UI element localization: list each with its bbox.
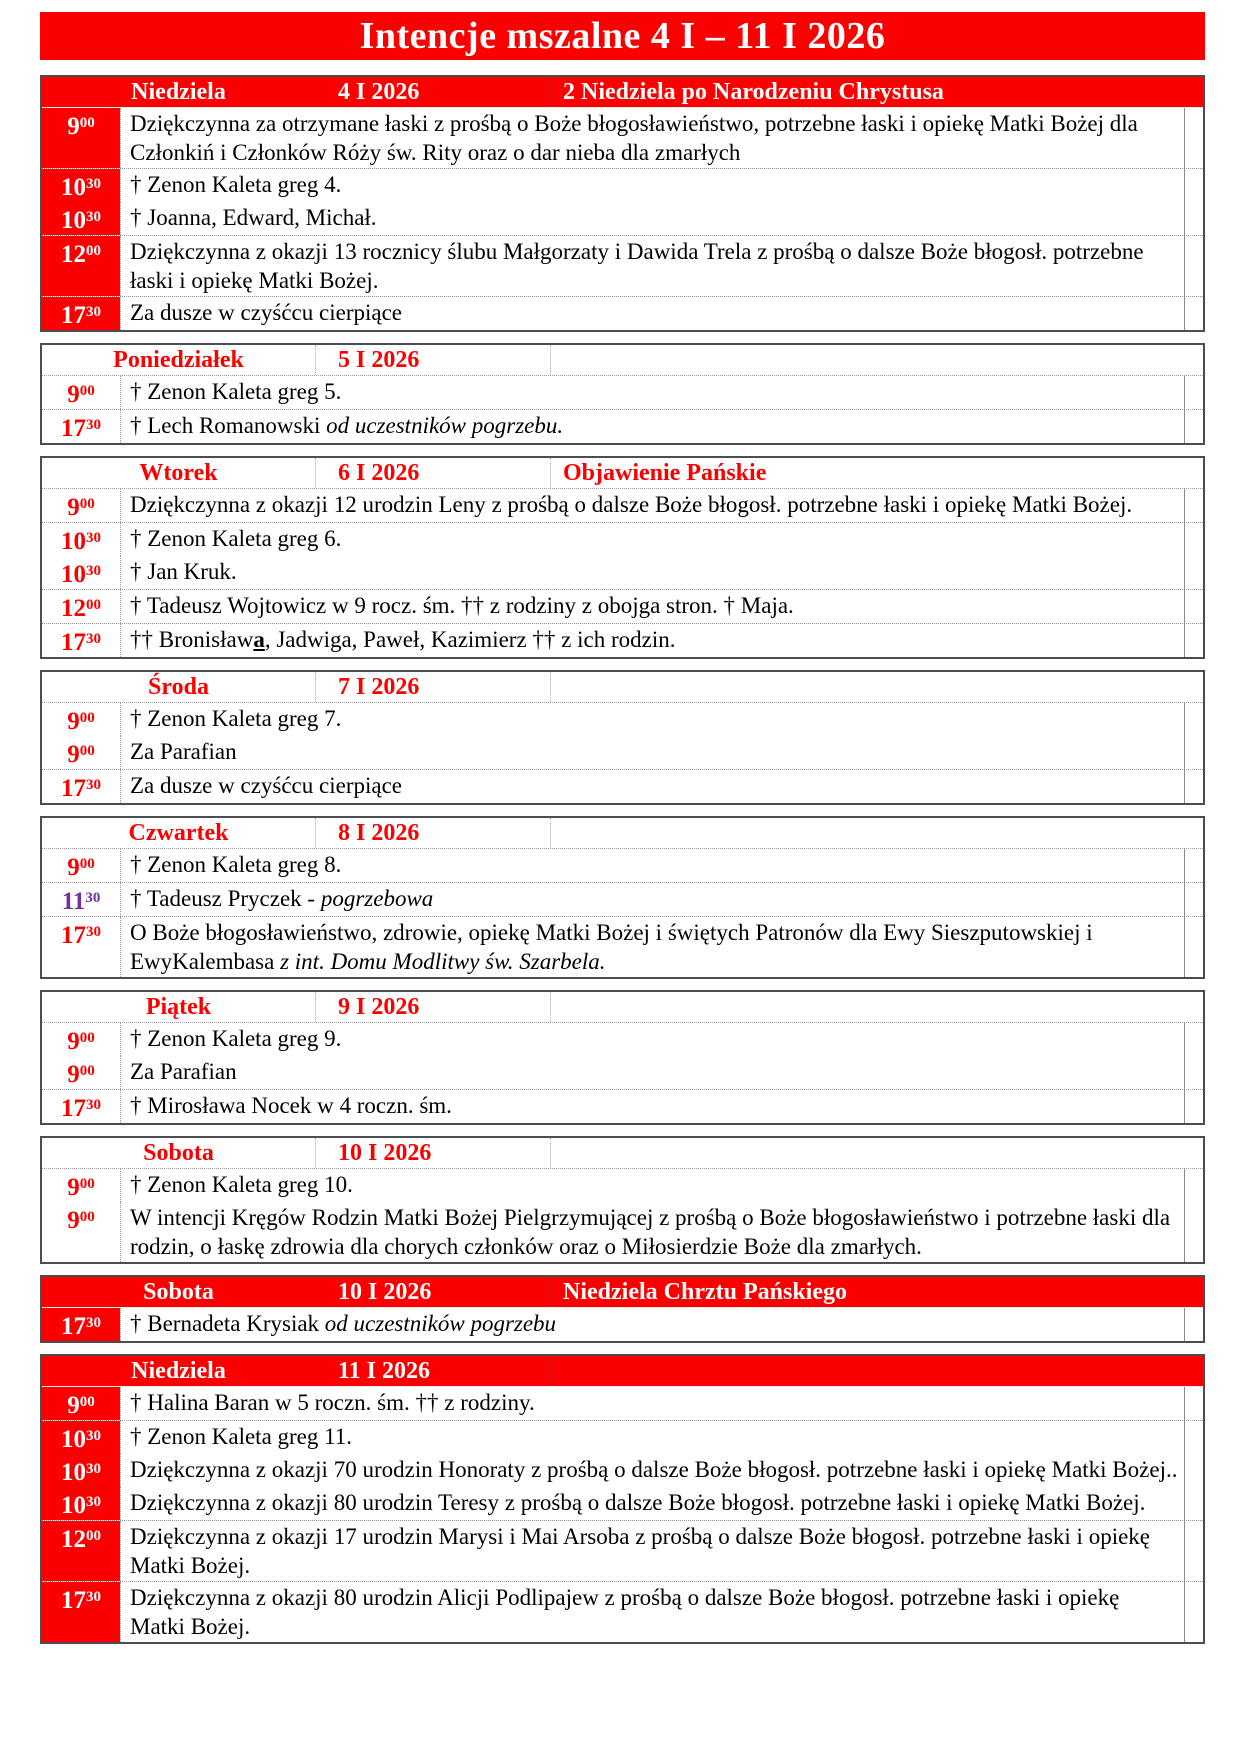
mass-row-group bbox=[42, 376, 1203, 409]
mass-row bbox=[42, 883, 1203, 916]
mass-time-hour: 17 bbox=[61, 922, 86, 949]
mass-intentions-document bbox=[40, 12, 1205, 1655]
right-gutter-cell bbox=[1184, 1454, 1203, 1487]
mass-time-minutes: 00 bbox=[79, 710, 95, 726]
mass-time bbox=[42, 1521, 120, 1581]
intention-segment: z int. Domu Modlitwy św. Szarbela. bbox=[280, 949, 606, 974]
right-gutter-cell bbox=[1184, 489, 1203, 522]
intention-segment: od uczestników pogrzebu bbox=[324, 1311, 557, 1336]
mass-intention bbox=[120, 297, 1184, 330]
header-feast-name: Niedziela Chrztu Pańskiego bbox=[563, 1279, 847, 1305]
mass-row-group bbox=[42, 623, 1203, 657]
mass-intention bbox=[120, 556, 1184, 589]
mass-row-group bbox=[42, 296, 1203, 330]
mass-row bbox=[42, 202, 1203, 235]
mass-intention bbox=[120, 624, 1184, 657]
mass-time-hour: 9 bbox=[67, 1061, 80, 1088]
mass-row-group bbox=[42, 916, 1203, 977]
mass-row-group bbox=[42, 235, 1203, 296]
mass-time-minutes: 00 bbox=[79, 1394, 95, 1410]
header-day-name: Niedziela bbox=[42, 77, 316, 107]
mass-time bbox=[42, 1090, 120, 1123]
header-feast-name bbox=[551, 1138, 1203, 1168]
right-gutter-cell bbox=[1184, 590, 1203, 623]
right-gutter-cell bbox=[1184, 1487, 1203, 1520]
mass-time bbox=[42, 590, 120, 623]
right-gutter-cell bbox=[1184, 523, 1203, 556]
right-gutter-cell bbox=[1184, 236, 1203, 296]
mass-time-minutes: 00 bbox=[79, 743, 95, 759]
mass-row bbox=[42, 703, 1203, 736]
mass-time-minutes: 30 bbox=[86, 417, 101, 433]
mass-intention bbox=[120, 1169, 1184, 1202]
mass-row bbox=[42, 297, 1203, 330]
mass-row bbox=[42, 1521, 1203, 1581]
right-gutter-cell bbox=[1184, 849, 1203, 882]
mass-time bbox=[42, 489, 120, 522]
header-day-name: Czwartek bbox=[42, 818, 316, 848]
mass-time bbox=[42, 1387, 120, 1420]
mass-row-group bbox=[42, 589, 1203, 623]
intention-segment: † Tadeusz Pryczek - bbox=[130, 886, 321, 911]
mass-time-minutes: 30 bbox=[86, 631, 101, 647]
mass-row-group bbox=[42, 882, 1203, 916]
right-gutter-cell bbox=[1184, 1169, 1203, 1202]
header-feast-name bbox=[551, 818, 1203, 848]
mass-row bbox=[42, 1169, 1203, 1202]
mass-time-minutes: 00 bbox=[79, 856, 95, 872]
right-gutter-cell bbox=[1184, 1521, 1203, 1581]
mass-intention bbox=[120, 736, 1184, 769]
mass-time-minutes: 30 bbox=[86, 1461, 101, 1477]
mass-intention bbox=[120, 202, 1184, 235]
mass-time-hour: 10 bbox=[61, 528, 86, 555]
mass-time-minutes: 30 bbox=[86, 777, 101, 793]
section-header bbox=[42, 1277, 1203, 1308]
section-header bbox=[42, 1138, 1203, 1169]
header-feast-name bbox=[551, 1356, 1203, 1386]
mass-time-hour: 9 bbox=[67, 1392, 80, 1419]
right-gutter-cell bbox=[1184, 169, 1203, 202]
mass-intention bbox=[120, 108, 1184, 168]
section-header bbox=[42, 992, 1203, 1023]
mass-time-minutes: 30 bbox=[86, 1589, 101, 1605]
mass-row-group bbox=[42, 409, 1203, 443]
header-day-name: Sobota bbox=[42, 1277, 316, 1307]
header-day-name: Piątek bbox=[42, 992, 316, 1022]
mass-row-group bbox=[42, 703, 1203, 769]
header-feast-name: 2 Niedziela po Narodzeniu Chrystusa bbox=[563, 79, 944, 105]
mass-intention bbox=[120, 1308, 1184, 1341]
mass-intention bbox=[120, 1023, 1184, 1056]
mass-row bbox=[42, 1023, 1203, 1056]
mass-time bbox=[42, 523, 120, 556]
mass-time-minutes: 30 bbox=[86, 1428, 101, 1444]
mass-time-hour: 10 bbox=[61, 207, 86, 234]
intention-segment: † Halina Baran w 5 roczn. śm. †† z rodziny. bbox=[130, 1390, 535, 1415]
intention-segment: Za Parafian bbox=[130, 1059, 237, 1084]
intention-segment: a bbox=[253, 627, 265, 652]
mass-time bbox=[42, 1308, 120, 1341]
mass-row-group bbox=[42, 1387, 1203, 1420]
intention-segment: †† Bronisław bbox=[130, 627, 254, 652]
mass-intention bbox=[120, 1090, 1184, 1123]
mass-time-hour: 17 bbox=[61, 1587, 86, 1614]
mass-intention bbox=[120, 590, 1184, 623]
mass-intention bbox=[120, 1202, 1184, 1262]
mass-time bbox=[42, 556, 120, 589]
header-day-name: Sobota bbox=[42, 1138, 316, 1168]
intention-segment: Dziękczynna z okazji 80 urodzin Teresy z prośbą o dalsze Boże błogosł. potrzebne łaski i opiekę Matki Bożej. bbox=[130, 1490, 1146, 1515]
mass-intention bbox=[120, 376, 1184, 409]
mass-time bbox=[42, 1421, 120, 1454]
mass-time-minutes: 30 bbox=[86, 1494, 101, 1510]
mass-time-hour: 9 bbox=[67, 113, 80, 140]
document-title: Intencje mszalne 4 I – 11 I 2026 bbox=[40, 12, 1205, 60]
mass-time-hour: 17 bbox=[61, 775, 86, 802]
intention-segment: Dziękczynna z okazji 70 urodzin Honoraty z prośbą o dalsze Boże błogosł. potrzebne łaski i opiekę Matki Bożej.. bbox=[130, 1457, 1178, 1482]
day-section bbox=[40, 816, 1205, 979]
mass-row bbox=[42, 236, 1203, 296]
right-gutter-cell bbox=[1184, 410, 1203, 443]
right-gutter-cell bbox=[1184, 1421, 1203, 1454]
right-gutter-cell bbox=[1184, 1387, 1203, 1420]
mass-time bbox=[42, 1023, 120, 1056]
mass-time bbox=[42, 376, 120, 409]
mass-row-group bbox=[42, 1520, 1203, 1581]
mass-row bbox=[42, 1308, 1203, 1341]
mass-time-hour: 17 bbox=[61, 1095, 86, 1122]
mass-row bbox=[42, 376, 1203, 409]
mass-row bbox=[42, 624, 1203, 657]
section-header bbox=[42, 458, 1203, 489]
section-header bbox=[42, 1356, 1203, 1387]
mass-row bbox=[42, 410, 1203, 443]
day-section bbox=[40, 990, 1205, 1125]
header-day-name: Niedziela bbox=[42, 1356, 316, 1386]
mass-time-hour: 12 bbox=[61, 1526, 86, 1553]
mass-intention bbox=[120, 1521, 1184, 1581]
header-date: 11 I 2026 bbox=[316, 1356, 551, 1386]
right-gutter-cell bbox=[1184, 703, 1203, 736]
mass-intention bbox=[120, 489, 1184, 522]
mass-time-hour: 9 bbox=[67, 708, 80, 735]
mass-row-group bbox=[42, 168, 1203, 235]
mass-intention bbox=[120, 410, 1184, 443]
mass-intention bbox=[120, 1454, 1184, 1487]
mass-time-minutes: 30 bbox=[86, 1097, 101, 1113]
mass-time-hour: 11 bbox=[61, 888, 86, 915]
mass-intention bbox=[120, 1582, 1184, 1642]
right-gutter-cell bbox=[1184, 376, 1203, 409]
mass-row bbox=[42, 169, 1203, 202]
mass-row-group bbox=[42, 489, 1203, 522]
right-gutter-cell bbox=[1184, 1023, 1203, 1056]
mass-time bbox=[42, 202, 120, 235]
right-gutter-cell bbox=[1184, 624, 1203, 657]
mass-time bbox=[42, 770, 120, 803]
mass-time-minutes: 00 bbox=[79, 1030, 95, 1046]
mass-row bbox=[42, 556, 1203, 589]
section-header bbox=[42, 818, 1203, 849]
header-date: 6 I 2026 bbox=[316, 458, 551, 488]
mass-time bbox=[42, 297, 120, 330]
day-section bbox=[40, 1275, 1205, 1343]
mass-row-group bbox=[42, 1023, 1203, 1089]
day-section bbox=[40, 670, 1205, 805]
mass-row bbox=[42, 1421, 1203, 1454]
mass-time-hour: 9 bbox=[67, 381, 80, 408]
mass-row-group bbox=[42, 1089, 1203, 1123]
day-section bbox=[40, 1136, 1205, 1264]
mass-row bbox=[42, 849, 1203, 882]
mass-time-hour: 10 bbox=[61, 1459, 86, 1486]
mass-row bbox=[42, 1090, 1203, 1123]
right-gutter-cell bbox=[1184, 736, 1203, 769]
header-day-name: Wtorek bbox=[42, 458, 316, 488]
mass-time-minutes: 30 bbox=[86, 176, 101, 192]
right-gutter-cell bbox=[1184, 202, 1203, 235]
mass-time-hour: 17 bbox=[61, 629, 86, 656]
mass-time-minutes: 30 bbox=[86, 924, 101, 940]
mass-row bbox=[42, 1454, 1203, 1487]
mass-row bbox=[42, 1387, 1203, 1420]
header-feast-name bbox=[551, 345, 1203, 375]
mass-time bbox=[42, 736, 120, 769]
intention-segment: † Lech Romanowski bbox=[130, 413, 327, 438]
mass-time-minutes: 00 bbox=[79, 115, 95, 131]
header-day-name: Środa bbox=[42, 672, 316, 702]
mass-time-hour: 12 bbox=[61, 241, 86, 268]
mass-time-hour: 12 bbox=[61, 595, 86, 622]
mass-time bbox=[42, 1169, 120, 1202]
mass-row-group bbox=[42, 769, 1203, 803]
mass-row bbox=[42, 489, 1203, 522]
mass-time bbox=[42, 108, 120, 168]
mass-intention bbox=[120, 523, 1184, 556]
intention-segment: Za dusze w czyśćcu cierpiące bbox=[130, 773, 403, 798]
mass-row bbox=[42, 590, 1203, 623]
mass-row bbox=[42, 917, 1203, 977]
intention-segment: † Zenon Kaleta greg 9. bbox=[130, 1026, 342, 1051]
mass-intention bbox=[120, 169, 1184, 202]
intention-segment: pogrzebowa bbox=[320, 886, 434, 911]
intention-segment: † Zenon Kaleta greg 11. bbox=[130, 1424, 353, 1449]
mass-time-hour: 17 bbox=[61, 302, 86, 329]
intention-segment: † Zenon Kaleta greg 10. bbox=[130, 1172, 353, 1197]
header-date: 10 I 2026 bbox=[316, 1277, 551, 1307]
mass-row-group bbox=[42, 1308, 1203, 1341]
mass-time-hour: 9 bbox=[67, 741, 80, 768]
mass-row bbox=[42, 1487, 1203, 1520]
right-gutter-cell bbox=[1184, 1056, 1203, 1089]
mass-time bbox=[42, 883, 120, 916]
intention-segment: Za Parafian bbox=[130, 739, 237, 764]
day-section bbox=[40, 456, 1205, 659]
intention-segment: † Zenon Kaleta greg 8. bbox=[130, 852, 342, 877]
intention-segment: Dziękczynna z okazji 13 rocznicy ślubu Małgorzaty i Dawida Trela z prośbą o dalsze Boże błogosł. potrzebne łaski i opiekę Matki Bożej. bbox=[130, 239, 1144, 293]
mass-time-hour: 17 bbox=[61, 415, 86, 442]
intention-segment: Dziękczynna z okazji 17 urodzin Marysi i Mai Arsoba z prośbą o dalsze Boże błogosł. potrzebne łaski i opiekę Matki Bożej. bbox=[130, 1524, 1151, 1578]
header-day-name: Poniedziałek bbox=[42, 345, 316, 375]
mass-time-minutes: 00 bbox=[86, 1528, 101, 1544]
right-gutter-cell bbox=[1184, 297, 1203, 330]
right-gutter-cell bbox=[1184, 917, 1203, 977]
mass-intention bbox=[120, 770, 1184, 803]
mass-row bbox=[42, 1056, 1203, 1089]
intention-segment: † Jan Kruk. bbox=[130, 559, 237, 584]
mass-row bbox=[42, 770, 1203, 803]
day-section bbox=[40, 1354, 1205, 1644]
intention-segment: † Zenon Kaleta greg 6. bbox=[130, 526, 342, 551]
intention-segment: † Tadeusz Wojtowicz w 9 rocz. śm. †† z rodziny z obojga stron. † Maja. bbox=[130, 593, 794, 618]
right-gutter-cell bbox=[1184, 108, 1203, 168]
mass-intention bbox=[120, 236, 1184, 296]
right-gutter-cell bbox=[1184, 883, 1203, 916]
intention-segment: Dziękczynna za otrzymane łaski z prośbą o Boże błogosławieństwo, potrzebne łaski i opiekę Matki Bożej dla Członkiń i Członków Róży św. Rity oraz o dar nieba dla zmarłych bbox=[130, 111, 1138, 165]
intention-segment: † Zenon Kaleta greg 4. bbox=[130, 172, 342, 197]
mass-row-group bbox=[42, 849, 1203, 882]
day-section bbox=[40, 343, 1205, 445]
day-section bbox=[40, 75, 1205, 332]
intention-segment: , Jadwiga, Paweł, Kazimierz †† z ich rodzin. bbox=[264, 627, 676, 652]
mass-time bbox=[42, 410, 120, 443]
intention-segment: † Mirosława Nocek w 4 roczn. śm. bbox=[130, 1093, 452, 1118]
intention-segment: Za dusze w czyśćcu cierpiące bbox=[130, 300, 403, 325]
mass-time-minutes: 00 bbox=[79, 383, 95, 399]
intention-segment: † Bernadeta Krysiak bbox=[130, 1311, 325, 1336]
intention-segment: † Joanna, Edward, Michał. bbox=[130, 205, 377, 230]
mass-time bbox=[42, 1454, 120, 1487]
mass-row-group bbox=[42, 1420, 1203, 1520]
mass-time-minutes: 30 bbox=[86, 209, 101, 225]
mass-time-hour: 10 bbox=[61, 1426, 86, 1453]
mass-time bbox=[42, 1056, 120, 1089]
header-feast-name bbox=[551, 672, 1203, 702]
mass-row bbox=[42, 736, 1203, 769]
header-date: 8 I 2026 bbox=[316, 818, 551, 848]
mass-intention bbox=[120, 883, 1184, 916]
mass-row-group bbox=[42, 1169, 1203, 1262]
mass-time-minutes: 30 bbox=[86, 304, 101, 320]
mass-intention bbox=[120, 917, 1184, 977]
header-date: 7 I 2026 bbox=[316, 672, 551, 702]
mass-time-hour: 9 bbox=[67, 1028, 80, 1055]
right-gutter-cell bbox=[1184, 1308, 1203, 1341]
intention-segment: od uczestników pogrzebu. bbox=[326, 413, 564, 438]
header-feast-name bbox=[551, 992, 1203, 1022]
section-header bbox=[42, 345, 1203, 376]
mass-time-hour: 9 bbox=[67, 1207, 80, 1234]
mass-intention bbox=[120, 1487, 1184, 1520]
right-gutter-cell bbox=[1184, 556, 1203, 589]
intention-segment: O Boże błogosławieństwo, zdrowie, opiekę Matki Bożej i świętych Patronów dla Ewy Sieszputowskiej i EwyKalembasa bbox=[130, 920, 1093, 974]
mass-time-minutes: 30 bbox=[86, 1315, 101, 1331]
mass-time-hour: 17 bbox=[61, 1313, 86, 1340]
mass-time-minutes: 30 bbox=[86, 530, 101, 546]
mass-time bbox=[42, 1202, 120, 1262]
section-header bbox=[42, 77, 1203, 108]
section-header bbox=[42, 672, 1203, 703]
mass-time-minutes: 30 bbox=[85, 890, 101, 906]
right-gutter-cell bbox=[1184, 1202, 1203, 1262]
mass-time-hour: 10 bbox=[61, 1492, 86, 1519]
mass-time-minutes: 00 bbox=[86, 597, 101, 613]
mass-time bbox=[42, 1582, 120, 1642]
mass-time bbox=[42, 917, 120, 977]
intention-segment: Dziękczynna z okazji 80 urodzin Alicji Podlipajew z prośbą o dalsze Boże błogosł. potrzebne łaski i opiekę Matki Bożej. bbox=[130, 1585, 1120, 1639]
mass-intention bbox=[120, 1387, 1184, 1420]
mass-row bbox=[42, 1582, 1203, 1642]
mass-time-hour: 10 bbox=[61, 561, 86, 588]
mass-time bbox=[42, 1487, 120, 1520]
mass-time-minutes: 00 bbox=[86, 243, 101, 259]
mass-time-hour: 9 bbox=[67, 1174, 80, 1201]
mass-row-group bbox=[42, 1581, 1203, 1642]
mass-intention bbox=[120, 703, 1184, 736]
mass-time bbox=[42, 624, 120, 657]
header-date: 4 I 2026 bbox=[316, 77, 551, 107]
mass-row-group bbox=[42, 108, 1203, 168]
mass-time-minutes: 00 bbox=[79, 1063, 95, 1079]
header-feast-name: Objawienie Pańskie bbox=[563, 460, 767, 486]
mass-time-minutes: 00 bbox=[79, 496, 95, 512]
mass-time bbox=[42, 169, 120, 202]
mass-row bbox=[42, 523, 1203, 556]
sections-container bbox=[40, 75, 1205, 1644]
mass-time-hour: 9 bbox=[67, 494, 80, 521]
mass-time-minutes: 00 bbox=[79, 1176, 95, 1192]
mass-time bbox=[42, 236, 120, 296]
mass-time-hour: 10 bbox=[61, 174, 86, 201]
mass-time bbox=[42, 849, 120, 882]
mass-time bbox=[42, 703, 120, 736]
mass-time-minutes: 00 bbox=[79, 1209, 95, 1225]
mass-row-group bbox=[42, 522, 1203, 589]
intention-segment: † Zenon Kaleta greg 5. bbox=[130, 379, 342, 404]
right-gutter-cell bbox=[1184, 1582, 1203, 1642]
right-gutter-cell bbox=[1184, 1090, 1203, 1123]
right-gutter-cell bbox=[1184, 770, 1203, 803]
mass-intention bbox=[120, 1421, 1184, 1454]
mass-row bbox=[42, 108, 1203, 168]
header-date: 10 I 2026 bbox=[316, 1138, 551, 1168]
intention-segment: Dziękczynna z okazji 12 urodzin Leny z prośbą o dalsze Boże błogosł. potrzebne łaski i opiekę Matki Bożej. bbox=[130, 492, 1133, 517]
mass-intention bbox=[120, 1056, 1184, 1089]
header-date: 5 I 2026 bbox=[316, 345, 551, 375]
mass-row bbox=[42, 1202, 1203, 1262]
mass-time-hour: 9 bbox=[67, 854, 80, 881]
intention-segment: † Zenon Kaleta greg 7. bbox=[130, 706, 342, 731]
mass-intention bbox=[120, 849, 1184, 882]
header-date: 9 I 2026 bbox=[316, 992, 551, 1022]
intention-segment: W intencji Kręgów Rodzin Matki Bożej Pielgrzymującej z prośbą o Boże błogosławieństwo i potrzebne łaski dla rodzin, o łaskę zdrowia dla chorych członków oraz o Miłosierdzie Boże dla zmarłych. bbox=[130, 1205, 1171, 1259]
mass-time-minutes: 30 bbox=[86, 563, 101, 579]
